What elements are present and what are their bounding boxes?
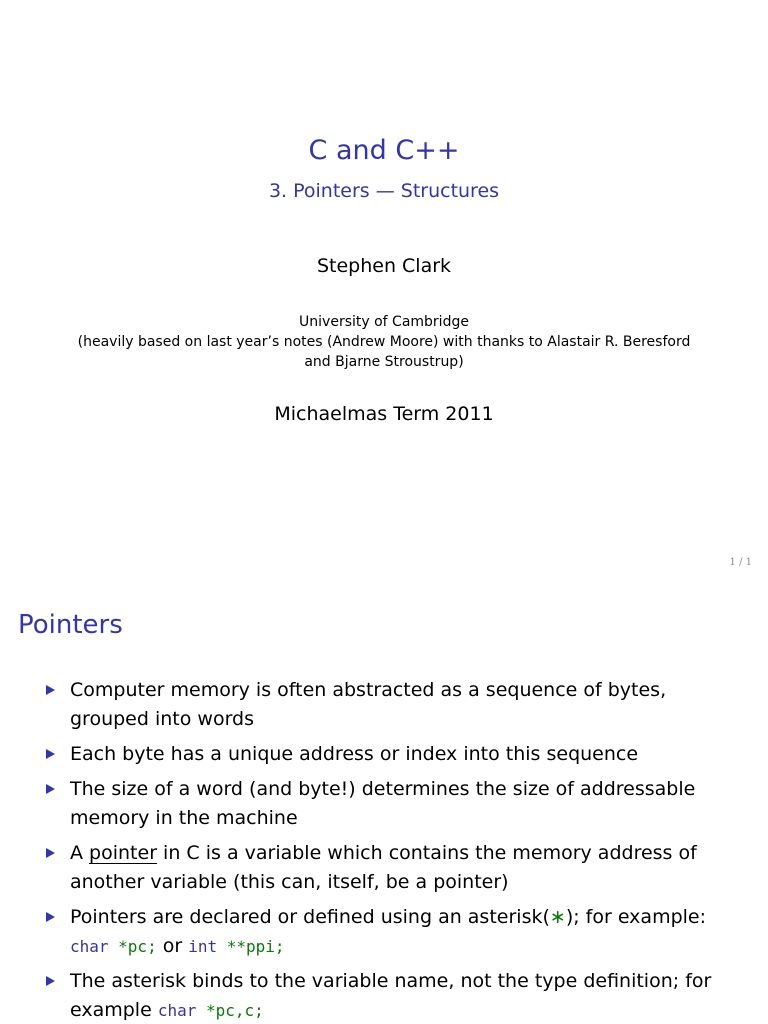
bullet-text: The size of a word (and byte!) determines the size of addressable	[70, 778, 696, 800]
bullet-item	[46, 775, 746, 833]
bullet-text: Computer memory is often abstracted as a sequence of bytes,	[70, 679, 667, 701]
bullet-text: A	[70, 842, 90, 864]
code-keyword: char	[70, 937, 109, 956]
content-slide	[0, 584, 768, 1024]
triangle-bullet-icon	[46, 912, 55, 922]
slide-date: Michaelmas Term 2011	[274, 403, 494, 425]
triangle-bullet-icon	[46, 685, 55, 695]
triangle-bullet-icon	[46, 784, 55, 794]
author-name: Stephen Clark	[316, 255, 452, 277]
bullet-text: The asterisk binds to the variable name, not the type definition; for	[70, 970, 712, 992]
defined-term: pointer	[89, 842, 158, 864]
code-identifier: **ppi;	[217, 937, 285, 956]
bullet-text: Each byte has a unique address or index into this sequence	[70, 743, 639, 765]
bullet-item	[46, 740, 746, 769]
page-number: 1 / 1	[729, 557, 752, 568]
bullet-text: Pointers are declared or defined using an asterisk(	[70, 906, 550, 928]
code-identifier: *pc,c;	[196, 1001, 264, 1020]
bullet-item	[46, 903, 746, 961]
bullet-list	[46, 676, 746, 1024]
triangle-bullet-icon	[46, 848, 55, 858]
triangle-bullet-icon	[46, 749, 55, 759]
code-keyword: char	[157, 1001, 197, 1020]
bullet-text: in C is a variable which contains the memory address of	[157, 842, 697, 864]
bullet-text: memory in the machine	[70, 807, 298, 829]
slide-title: C and C++	[308, 135, 460, 166]
slide-subtitle: 3. Pointers — Structures	[268, 180, 500, 202]
institute-line: (heavily based on last year’s notes (Andrew Moore) with thanks to Alastair R. Beresford	[77, 334, 691, 350]
bullet-text: another variable (this can, itself, be a pointer)	[70, 871, 509, 893]
bullet-item	[46, 676, 746, 734]
bullet-text: grouped into words	[70, 708, 255, 730]
triangle-bullet-icon	[46, 976, 55, 986]
bullet-text: example	[70, 999, 158, 1021]
code-keyword: int	[188, 937, 218, 956]
bullet-text: or	[156, 935, 189, 957]
institute-block	[0, 312, 768, 372]
asterisk-symbol: ∗	[549, 906, 566, 928]
bullet-text: ); for example:	[565, 906, 707, 928]
code-identifier: *pc;	[108, 937, 157, 956]
institute-line: University of Cambridge	[299, 314, 469, 330]
frame-title: Pointers	[18, 610, 123, 640]
institute-line: and Bjarne Stroustrup)	[304, 354, 464, 370]
bullet-item	[46, 839, 746, 897]
bullet-item	[46, 967, 746, 1024]
